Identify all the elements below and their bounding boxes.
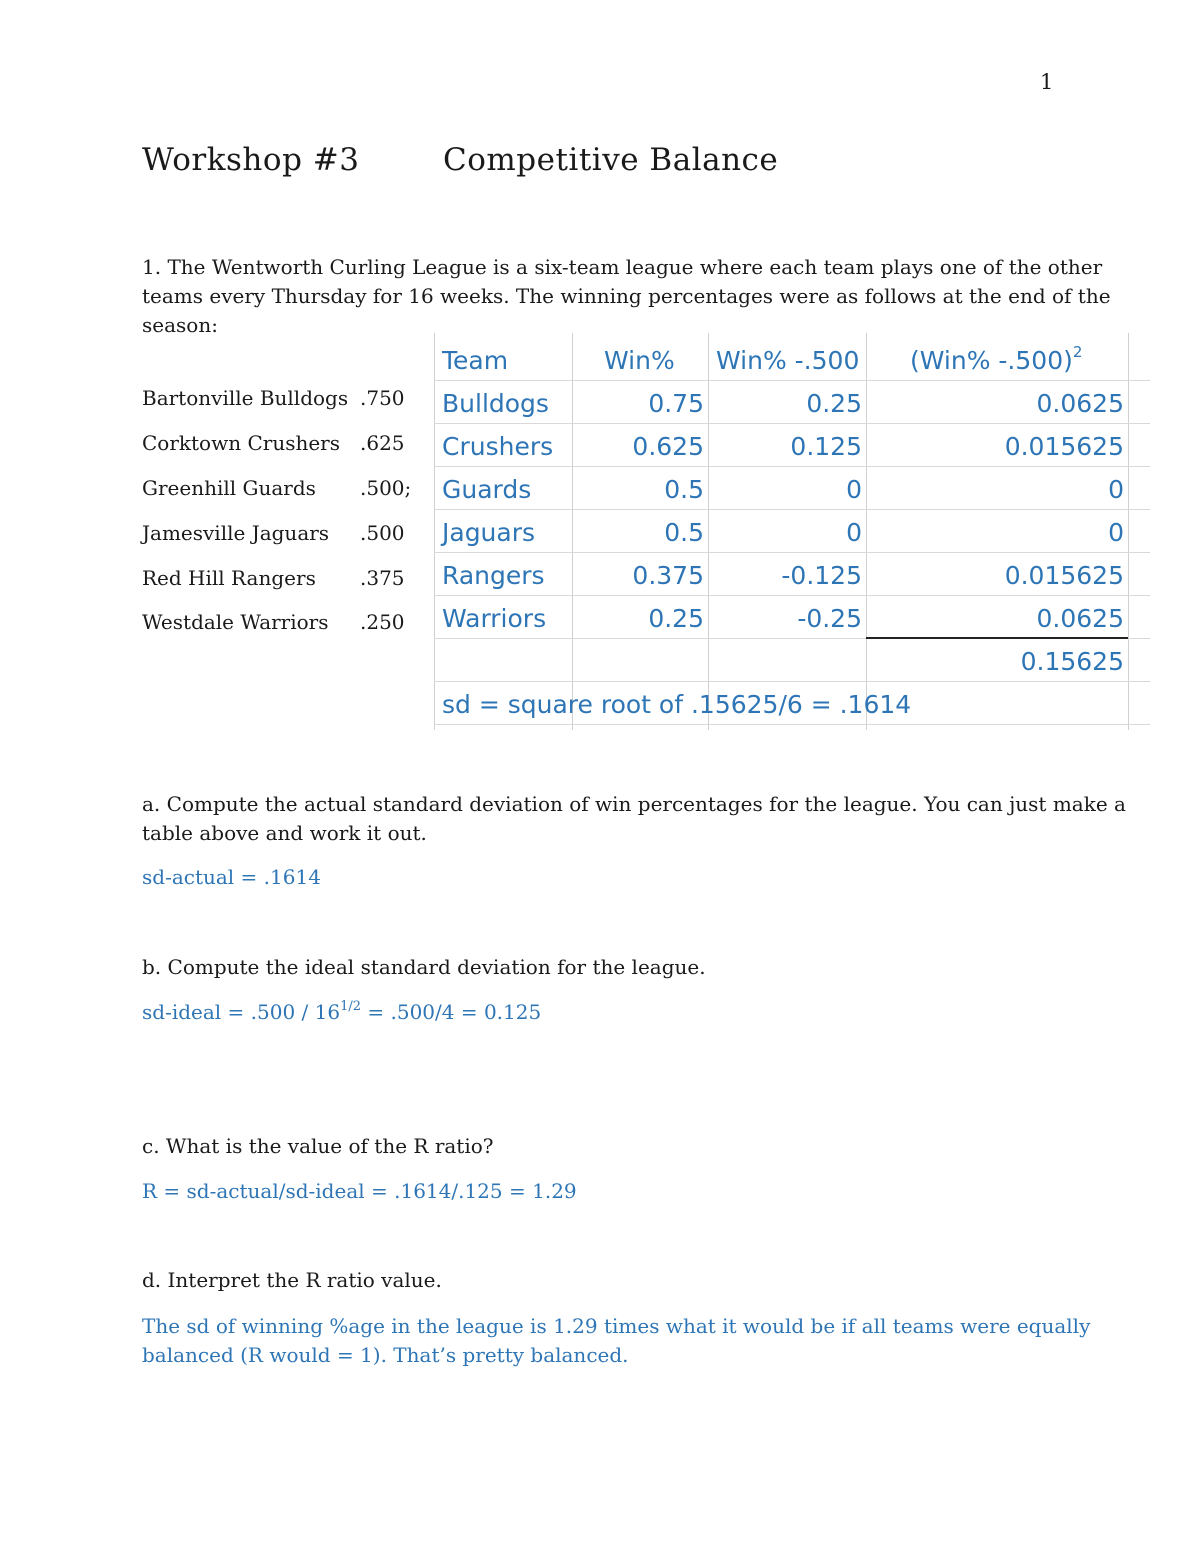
header-win-pct: Win% [604,346,675,375]
part-c-question: c. What is the value of the R ratio? [142,1134,494,1158]
document-title: Workshop #3 [142,142,360,178]
part-b-answer-pre: sd-ideal = .500 / 16 [142,1000,341,1024]
row-squared: 0 [1108,475,1124,504]
header-squared-label: (Win% -.500) [910,346,1073,375]
sum-total: 0.15625 [1020,647,1124,676]
row-team: Crushers [442,432,554,461]
part-b-answer-post: = .500/4 = 0.125 [361,1000,542,1024]
grid-line [1128,333,1129,730]
team-pct: .500 [360,521,405,545]
team-name: Red Hill Rangers [142,566,316,590]
part-b-answer [142,997,541,1031]
row-win-pct: 0.5 [664,518,704,547]
row-win-pct: 0.25 [648,604,704,633]
part-d-answer-line-2: balanced (R would = 1). That’s pretty balanced. [142,1343,629,1367]
row-diff: 0.125 [790,432,862,461]
row-team: Guards [442,475,532,504]
sd-note: sd = square root of .15625/6 = .1614 [442,690,912,719]
header-team: Team [442,346,509,375]
part-a-question-line-1: a. Compute the actual standard deviation of win percentages for the league. You can just make a [142,792,1126,816]
part-a-answer: sd-actual = .1614 [142,865,321,889]
part-d-answer-line-1: The sd of winning %age in the league is 1.29 times what it would be if all teams were equally [142,1314,1091,1338]
team-pct: .750 [360,386,405,410]
question-1-line-2: teams every Thursday for 16 weeks. The winning percentages were as follows at the end of the [142,284,1111,308]
part-b-answer-exponent: 1/2 [340,999,362,1014]
row-diff: -0.125 [781,561,862,590]
row-diff: 0 [846,518,862,547]
question-1-line-1: 1. The Wentworth Curling League is a six-team league where each team plays one of the other [142,255,1103,279]
grid-line [708,333,709,730]
row-team: Warriors [442,604,547,633]
part-a-question-line-2: table above and work it out. [142,821,427,845]
row-team: Bulldogs [442,389,549,418]
row-squared: 0.0625 [1036,604,1124,633]
header-squared [910,339,1082,382]
row-squared: 0 [1108,518,1124,547]
row-squared: 0.0625 [1036,389,1124,418]
team-name: Corktown Crushers [142,431,341,455]
team-pct: .500; [360,476,412,500]
row-team: Jaguars [442,518,536,547]
grid-line [866,333,867,730]
header-win-pct-diff: Win% -.500 [716,346,860,375]
team-pct: .250 [360,610,405,634]
grid-line [434,333,435,730]
row-diff: 0.25 [806,389,862,418]
row-squared: 0.015625 [1004,561,1124,590]
grid-line [572,333,573,730]
team-pct: .375 [360,566,405,590]
team-name: Greenhill Guards [142,476,316,500]
row-win-pct: 0.625 [632,432,704,461]
row-diff: -0.25 [797,604,862,633]
row-win-pct: 0.5 [664,475,704,504]
row-squared: 0.015625 [1004,432,1124,461]
document-subtitle: Competitive Balance [443,142,779,178]
part-b-question: b. Compute the ideal standard deviation for the league. [142,955,706,979]
row-team: Rangers [442,561,545,590]
page-number: 1 [1040,70,1054,94]
spreadsheet-table [434,333,1150,730]
team-name: Bartonville Bulldogs [142,386,349,410]
header-exponent: 2 [1072,343,1083,361]
team-name: Jamesville Jaguars [142,521,330,545]
team-name: Westdale Warriors [142,610,329,634]
team-pct: .625 [360,431,405,455]
row-diff: 0 [846,475,862,504]
part-c-answer: R = sd-actual/sd-ideal = .1614/.125 = 1.29 [142,1179,577,1203]
part-d-question: d. Interpret the R ratio value. [142,1268,442,1292]
row-win-pct: 0.375 [632,561,704,590]
question-1-line-3: season: [142,313,218,337]
row-win-pct: 0.75 [648,389,704,418]
